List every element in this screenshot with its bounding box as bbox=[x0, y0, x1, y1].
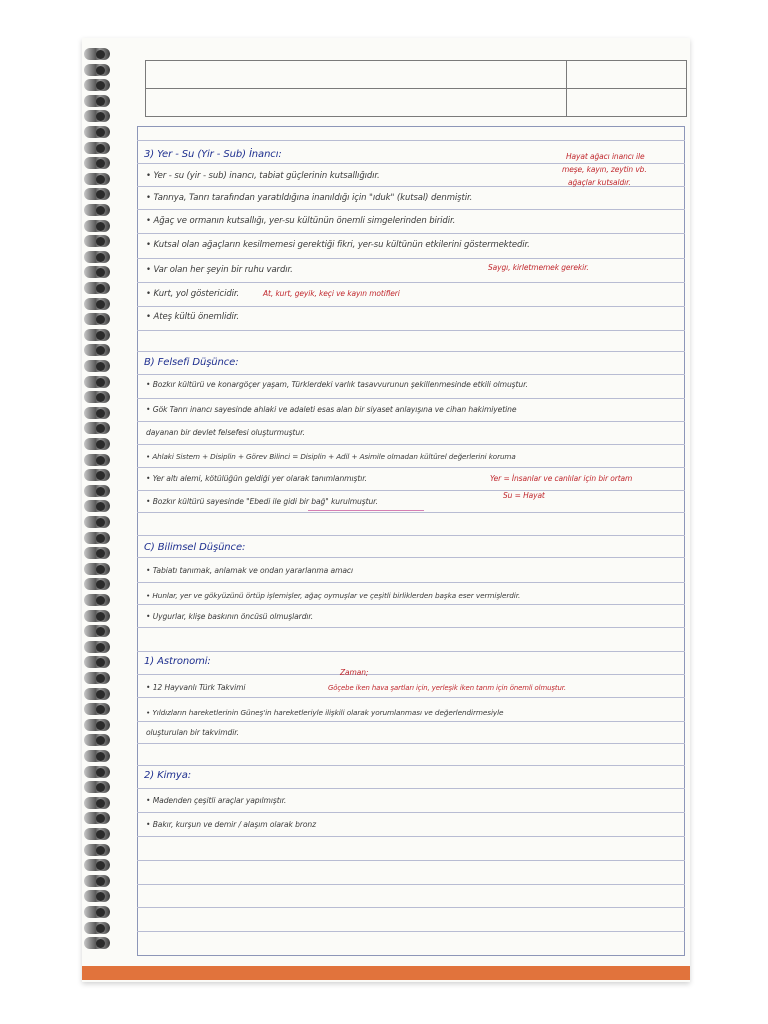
felsefi-line-6: • Bozkır kültürü sayesinde "Ebedi ile gidi bir bağ" kurulmuştur. bbox=[146, 497, 378, 506]
punch-hole bbox=[96, 144, 105, 153]
ruled-line bbox=[137, 931, 685, 932]
ruled-line bbox=[137, 398, 685, 399]
ruled-line bbox=[137, 788, 685, 789]
note-yer: Yer = İnsanlar ve canlılar için bir ortam bbox=[490, 474, 633, 483]
punch-hole bbox=[96, 487, 105, 496]
punch-hole bbox=[96, 331, 105, 340]
punch-hole bbox=[96, 596, 105, 605]
yer-su-line-5: • Var olan her şeyin bir ruhu vardır. bbox=[146, 265, 293, 275]
punch-hole bbox=[96, 924, 105, 933]
ruled-line bbox=[137, 258, 685, 259]
punch-hole bbox=[96, 518, 105, 527]
ruled-line bbox=[137, 535, 685, 536]
note-trees-3: ağaçlar kutsaldır. bbox=[568, 178, 631, 187]
heading-bilimsel: C) Bilimsel Düşünce: bbox=[144, 542, 246, 553]
bilimsel-line-1: • Tabiatı tanımak, anlamak ve ondan yararlanma amacı bbox=[146, 566, 354, 575]
punch-hole bbox=[96, 721, 105, 730]
ruled-line bbox=[137, 512, 685, 513]
ruled-line bbox=[137, 306, 685, 307]
header-table-column-divider bbox=[566, 61, 567, 116]
punch-hole bbox=[96, 253, 105, 262]
punch-hole bbox=[96, 674, 105, 683]
ruled-line bbox=[137, 233, 685, 234]
astronomi-line-1: • 12 Hayvanlı Türk Takvimi bbox=[146, 683, 246, 692]
ruled-line bbox=[137, 467, 685, 468]
heading-kimya: 2) Kimya: bbox=[144, 770, 192, 781]
punch-hole bbox=[96, 799, 105, 808]
yer-su-line-1: • Yer - su (yir - sub) inancı, tabiat güçlerinin kutsallığıdır. bbox=[146, 171, 380, 181]
yer-su-line-2: • Tanrıya, Tanrı tarafından yaratıldığına inanıldığı için "ıduk" (kutsal) denmiştir. bbox=[146, 193, 473, 203]
ruled-line bbox=[137, 860, 685, 861]
felsefi-line-2: • Gök Tanrı inancı sayesinde ahlaki ve adaleti esas alan bir siyaset anlayışına ve cihan hakimiyetine bbox=[146, 405, 517, 414]
punch-hole bbox=[96, 612, 105, 621]
ruled-line bbox=[137, 140, 685, 141]
punch-hole bbox=[96, 830, 105, 839]
punch-hole bbox=[96, 534, 105, 543]
punch-hole bbox=[96, 300, 105, 309]
note-zaman: Zaman; bbox=[340, 668, 369, 677]
header-table bbox=[145, 60, 687, 117]
highlight-underline bbox=[308, 510, 424, 511]
ruled-line bbox=[137, 907, 685, 908]
astronomi-line-2: • Yıldızların hareketlerinin Güneş'in hareketleriyle ilişkili olarak yorumlanması ve değerlendirmesiyle bbox=[146, 708, 504, 717]
note-su: Su = Hayat bbox=[503, 491, 545, 500]
ruled-line bbox=[137, 884, 685, 885]
notebook-cover-edge bbox=[82, 966, 690, 980]
punch-hole bbox=[96, 690, 105, 699]
punch-hole bbox=[96, 409, 105, 418]
ruled-line bbox=[137, 330, 685, 331]
kimya-line-2: • Bakır, kurşun ve demir / alaşım olarak bronz bbox=[146, 820, 317, 829]
felsefi-line-4: • Ahlaki Sistem + Disiplin + Görev Bilinci = Disiplin + Adil + Asimile olmadan kültürel değerlerini koruma bbox=[146, 452, 516, 461]
note-motifs: At, kurt, geyik, keçi ve kayın motifleri bbox=[263, 289, 400, 298]
punch-hole bbox=[96, 768, 105, 777]
ruled-line bbox=[137, 836, 685, 837]
punch-hole bbox=[96, 378, 105, 387]
punch-hole bbox=[96, 222, 105, 231]
ruled-line bbox=[137, 421, 685, 422]
felsefi-line-5: • Yer altı alemi, kötülüğün geldiği yer olarak tanımlanmıştır. bbox=[146, 474, 367, 483]
yer-su-line-3: • Ağaç ve ormanın kutsallığı, yer-su kültünün önemli simgelerinden biridir. bbox=[146, 216, 456, 226]
punch-hole bbox=[96, 846, 105, 855]
kimya-line-1: • Madenden çeşitli araçlar yapılmıştır. bbox=[146, 796, 287, 805]
ruled-line bbox=[137, 374, 685, 375]
heading-yer-su: 3) Yer - Su (Yir - Sub) İnancı: bbox=[144, 149, 282, 160]
bilimsel-line-2: • Hunlar, yer ve gökyüzünü örtüp işlemişler, ağaç oymuşlar ve çeşitli birliklerden başka eser vermişlerdir. bbox=[146, 591, 521, 600]
heading-astronomi: 1) Astronomi: bbox=[144, 656, 211, 667]
note-respect: Saygı, kirletmemek gerekir. bbox=[488, 263, 589, 272]
content-frame bbox=[137, 126, 685, 956]
ruled-line bbox=[137, 604, 685, 605]
ruled-line bbox=[137, 697, 685, 698]
yer-su-line-7: • Ateş kültü önemlidir. bbox=[146, 312, 240, 322]
ruled-line bbox=[137, 743, 685, 744]
note-kullanim: Göçebe iken hava şartları için, yerleşik iken tarım için önemli olmuştur. bbox=[328, 684, 566, 692]
ruled-line bbox=[137, 209, 685, 210]
heading-felsefi: B) Felsefi Düşünce: bbox=[144, 357, 239, 368]
ruled-line bbox=[137, 674, 685, 675]
punch-hole bbox=[96, 206, 105, 215]
ruled-line bbox=[137, 651, 685, 652]
punch-hole bbox=[96, 175, 105, 184]
ruled-line bbox=[137, 721, 685, 722]
ruled-line bbox=[137, 490, 685, 491]
spiral-binding bbox=[82, 48, 114, 968]
ruled-line bbox=[137, 812, 685, 813]
note-trees-2: meşe, kayın, zeytin vb. bbox=[562, 165, 647, 174]
ruled-line bbox=[137, 557, 685, 558]
ruled-line bbox=[137, 444, 685, 445]
punch-hole bbox=[96, 50, 105, 59]
punch-hole bbox=[96, 456, 105, 465]
punch-hole bbox=[96, 284, 105, 293]
header-table-divider bbox=[146, 88, 686, 89]
punch-hole bbox=[96, 440, 105, 449]
yer-su-line-6: • Kurt, yol göstericidir. bbox=[146, 289, 240, 299]
punch-hole bbox=[96, 877, 105, 886]
yer-su-line-4: • Kutsal olan ağaçların kesilmemesi gerektiği fikri, yer-su kültünün etkilerini göstermektedir. bbox=[146, 240, 530, 250]
punch-hole bbox=[96, 565, 105, 574]
punch-hole bbox=[96, 752, 105, 761]
ruled-line bbox=[137, 282, 685, 283]
ruled-line bbox=[137, 351, 685, 352]
felsefi-line-3: dayanan bir devlet felsefesi oluşturmuştur. bbox=[146, 428, 305, 437]
punch-hole bbox=[96, 643, 105, 652]
punch-hole bbox=[96, 362, 105, 371]
ruled-line bbox=[137, 582, 685, 583]
punch-hole bbox=[96, 908, 105, 917]
ruled-line bbox=[137, 163, 685, 164]
astronomi-line-3: oluşturulan bir takvimdir. bbox=[146, 728, 239, 737]
punch-hole bbox=[96, 97, 105, 106]
punch-hole bbox=[96, 66, 105, 75]
ruled-line bbox=[137, 765, 685, 766]
felsefi-line-1: • Bozkır kültürü ve konargöçer yaşam, Türklerdeki varlık tasavvurunun şekillenmesinde etkili olmuştur. bbox=[146, 380, 528, 389]
ruled-line bbox=[137, 627, 685, 628]
bilimsel-line-3: • Uygurlar, klişe baskının öncüsü olmuşlardır. bbox=[146, 612, 314, 621]
note-trees-1: Hayat ağacı inancı ile bbox=[566, 152, 645, 161]
punch-hole bbox=[96, 128, 105, 137]
